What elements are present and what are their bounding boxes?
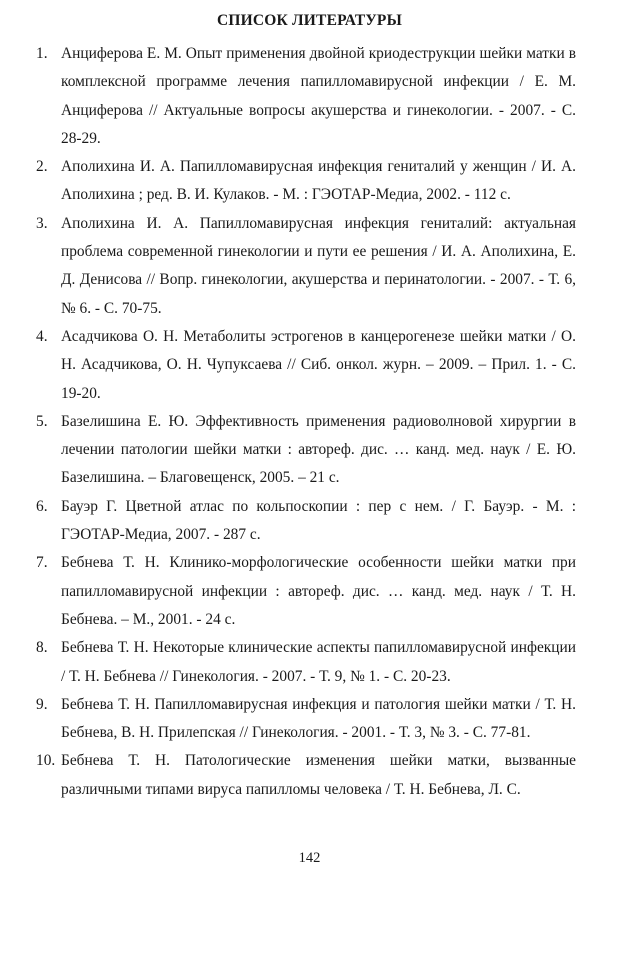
reference-text: Аполихина И. А. Папилломавирусная инфекция гениталий: актуальная проблема современной гинекологии и пути ее решения / И. А. Аполихина, Е. Д. Денисова // Вопр. гинекологии, акушерства и перинатологии. - 2007. - Т. 6, № 6. - С. 70-75. [61,214,576,317]
reference-number: 6. [36,497,48,515]
page-title: СПИСОК ЛИТЕРАТУРЫ [216,12,403,29]
reference-item [36,210,576,323]
reference-item [36,691,576,748]
reference-number: 4. [36,327,48,345]
reference-item [36,408,576,493]
reference-item [36,153,576,210]
reference-item [36,634,576,691]
reference-text: Бебнева Т. Н. Патологические изменения шейки матки, вызванные различными типами вируса папилломы человека / Т. Н. Бебнева, Л. С. [61,752,576,798]
reference-number: 7. [36,554,48,572]
reference-item [36,323,576,408]
reference-item [36,747,576,804]
reference-item [36,549,576,634]
reference-text: Бебнева Т. Н. Клинико-морфологические особенности шейки матки при папилломавирусной инфекции : автореф. дис. … канд. мед. наук / Т. Н. Бебнева. – М., 2001. - 24 с. [61,554,576,628]
page-number: 142 [298,850,321,866]
reference-text: Анциферова Е. М. Опыт применения двойной криодеструкции шейки матки в комплексной программе лечения папилломавирусной инфекции / Е. М. Анциферова // Актуальные вопросы акушерства и гинекологии. - 2007. - С. 28-29. [61,45,576,147]
reference-text: Базелишина Е. Ю. Эффективность применения радиоволновой хирургии в лечении патологии шейки матки : автореф. дис. … канд. мед. наук / Е. Ю. Базелишина. – Благовещенск, 2005. – 21 с. [61,412,576,487]
reference-list [36,40,576,804]
reference-item [36,493,576,550]
reference-number: 10. [36,752,56,770]
reference-text: Асадчикова О. Н. Метаболиты эстрогенов в канцерогенезе шейки матки / О. Н. Асадчикова, О. Н. Чупуксаева // Сиб. онкол. журн. – 2009. – Прил. 1. - С. 19-20. [61,327,576,402]
reference-text: Бауэр Г. Цветной атлас по кольпоскопии : пер с нем. / Г. Бауэр. - М. : ГЭОТАР-Медиа, 2007. - 287 с. [61,497,576,544]
reference-number: 5. [36,412,48,430]
reference-number: 2. [36,158,48,176]
reference-text: Бебнева Т. Н. Некоторые клинические аспекты папилломавирусной инфекции / Т. Н. Бебнева // Гинекология. - 2007. - Т. 9, № 1. - С. 20-23. [61,639,576,685]
reference-number: 8. [36,639,48,657]
reference-number: 9. [36,695,48,713]
reference-item [36,40,576,153]
reference-number: 1. [36,45,48,62]
reference-number: 3. [36,214,48,232]
reference-text: Аполихина И. А. Папилломавирусная инфекция гениталий у женщин / И. А. Аполихина ; ред. В. И. Кулаков. - М. : ГЭОТАР-Медиа, 2002. - 112 с. [61,158,576,204]
reference-text: Бебнева Т. Н. Папилломавирусная инфекция и патология шейки матки / Т. Н. Бебнева, В. Н. Прилепская // Гинекология. - 2001. - Т. 3, № 3. - С. 77-81. [61,695,576,742]
